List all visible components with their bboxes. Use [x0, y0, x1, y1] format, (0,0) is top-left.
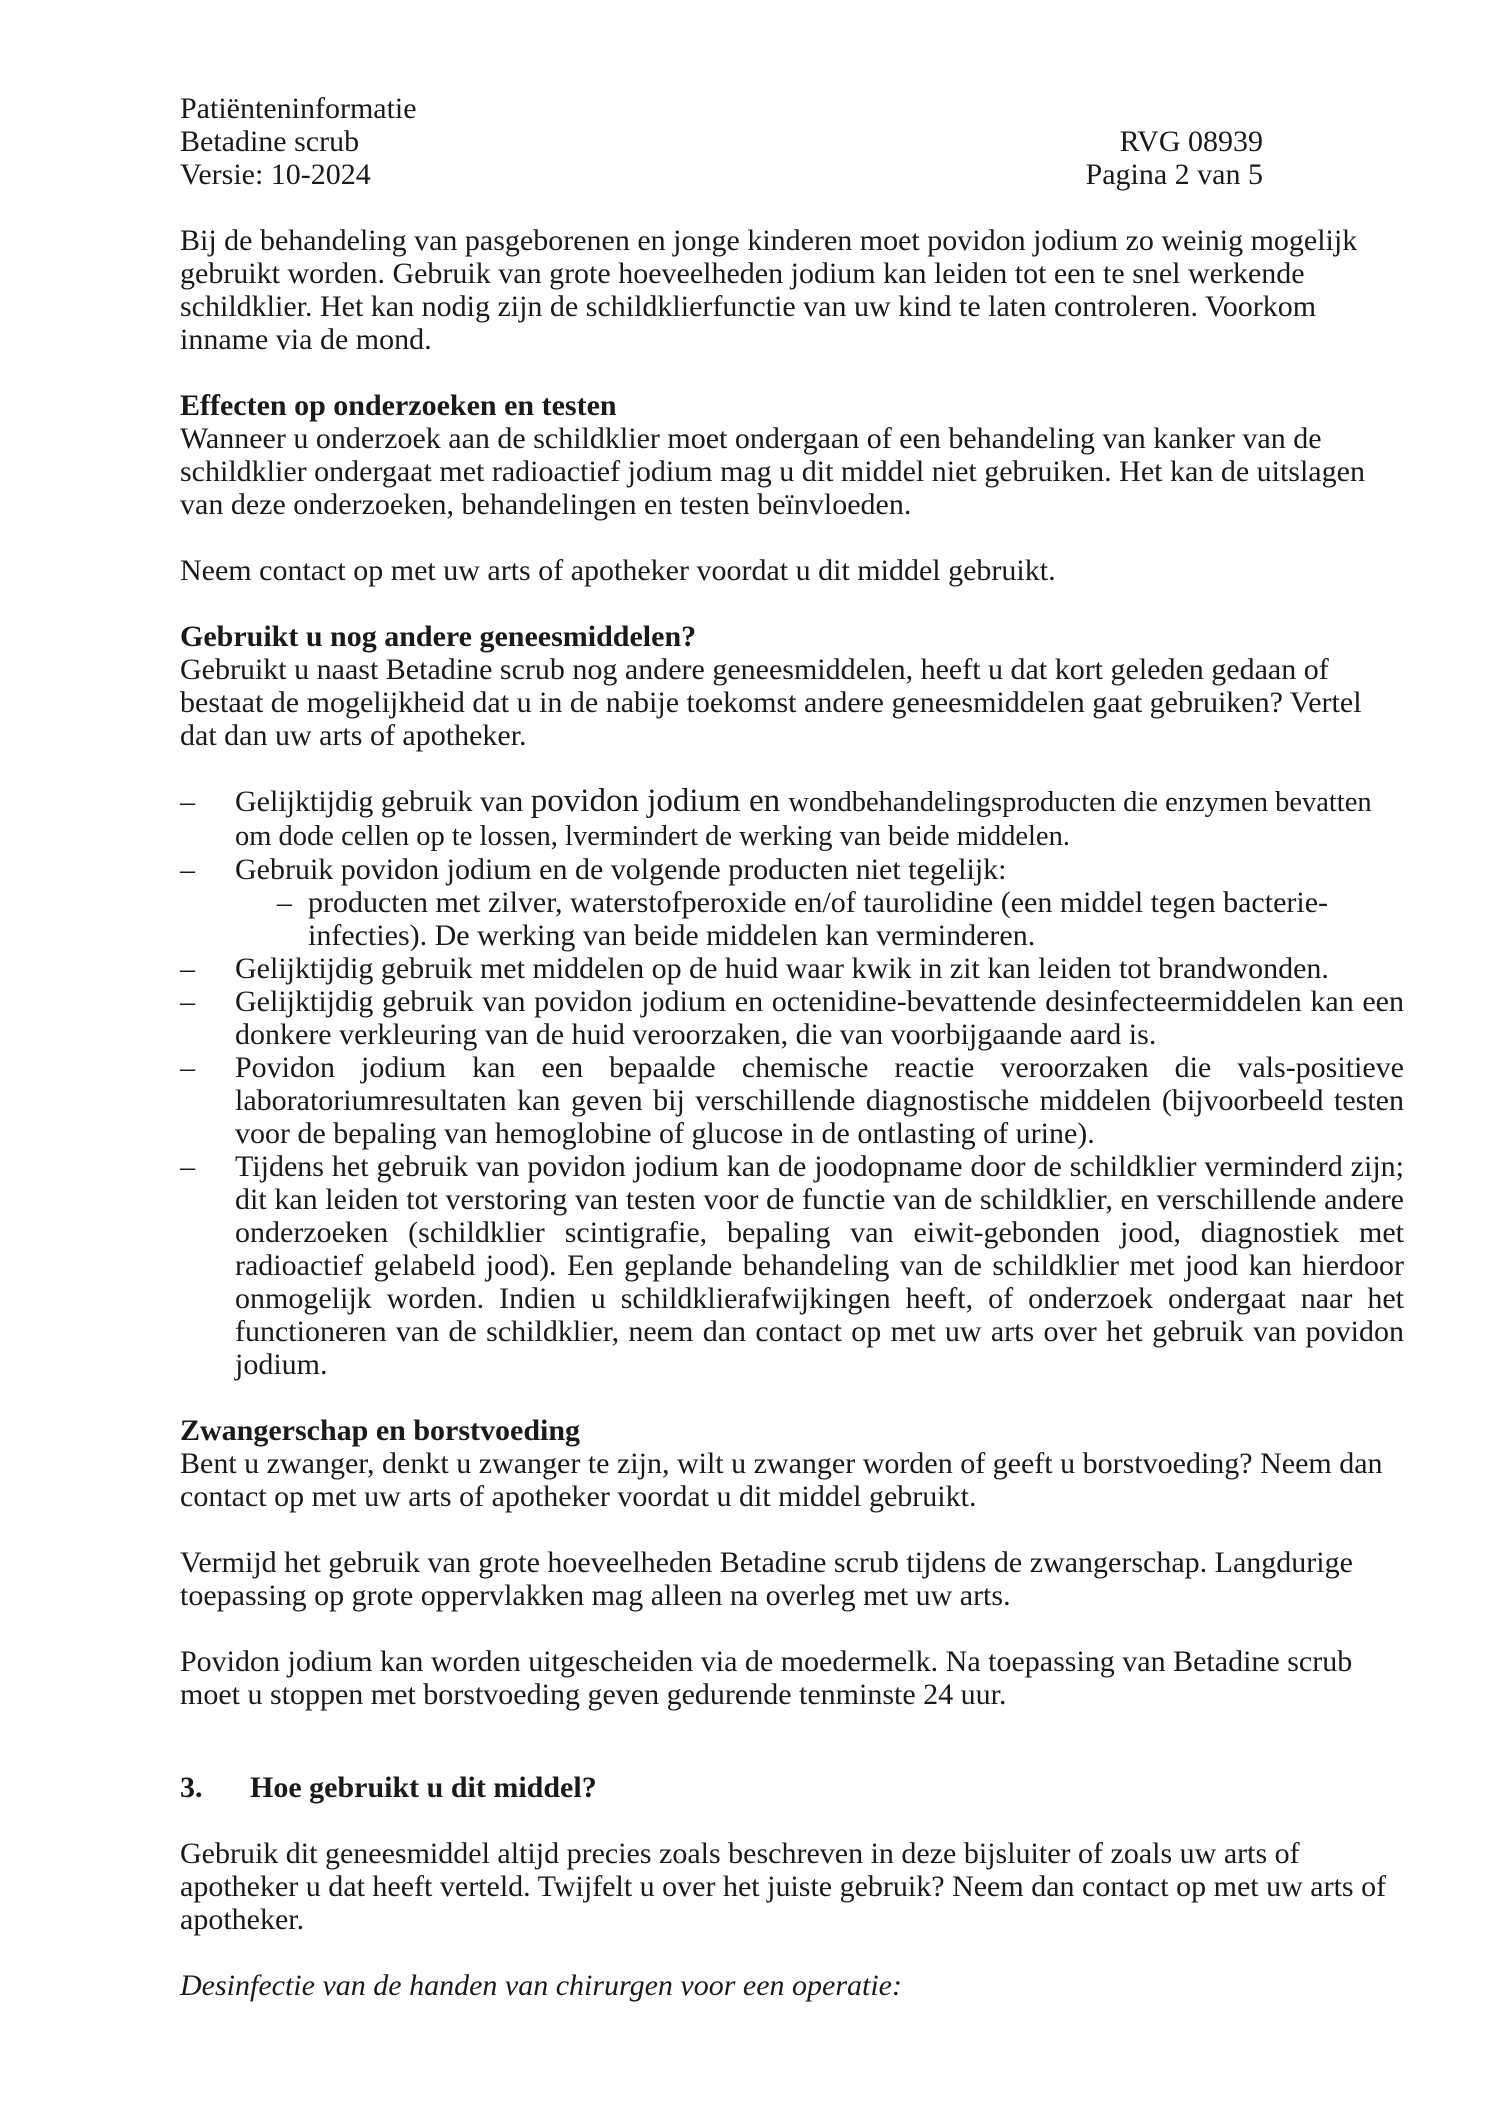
heading-pregnancy: Zwangerschap en borstvoeding: [180, 1414, 581, 1447]
effects-paragraph: Wanneer u onderzoek aan de schildklier moet ondergaan of een behandeling van kanker van de schildklier ondergaat met radioactief jodium mag u dit middel niet gebruiken. Het kan de uitslagen van deze onderzoeken, behandelingen en testen beïnvloeden.: [180, 422, 1365, 521]
list-item: [180, 785, 1404, 853]
bullet-text: Povidon jodium kan een bepaalde chemische reactie veroorzaken die vals-positieve laboratoriumresultaten kan geven bij verschillende diagnostische middelen (bijvoorbeeld testen voor de bepaling van hemoglobine of glucose in de ontlasting of urine).: [235, 1051, 1404, 1150]
other-medicines-paragraph: Gebruikt u naast Betadine scrub nog andere geneesmiddelen, heeft u dat kort geleden gedaan of bestaat de mogelijkheid dat u in de nabije toekomst andere geneesmiddelen gaat gebruiken? Vertel dat dan uw arts of apotheker.: [180, 653, 1362, 752]
bullet-text-run: wondbehandelingsproducten die enzymen bevatten om dode cellen op te lossen, lvermindert de werking van beide middelen.: [235, 787, 1372, 852]
list-item: [180, 1150, 1404, 1381]
bullet-text-run: povidon jodium en: [530, 783, 789, 819]
rvg-number: RVG 08939: [1119, 125, 1263, 158]
bullet-text-run: Gelijktijdig gebruik van: [235, 785, 531, 818]
bullet-text: [235, 785, 1404, 853]
sub-bullet-text: producten met zilver, waterstofperoxide en/of taurolidine (een middel tegen bacterie-infecties). De werking van beide middelen kan verminderen.: [308, 886, 1329, 952]
page-header: [180, 92, 1404, 191]
dash-bullet-marker: –: [180, 985, 195, 1018]
dash-bullet-marker: –: [180, 1051, 195, 1084]
list-item: [180, 952, 1404, 985]
pregnancy-paragraph-2: Vermijd het gebruik van grote hoeveelheden Betadine scrub tijdens de zwangerschap. Langdurige toepassing op grote oppervlakken mag alleen na overleg met uw arts.: [180, 1546, 1353, 1612]
section-3-paragraph: Gebruik dit geneesmiddel altijd precies zoals beschreven in deze bijsluiter of zoals uw arts of apotheker u dat heeft verteld. Twijfelt u over het juiste gebruik? Neem dan contact op met uw arts of apotheker.: [180, 1837, 1387, 1936]
italic-subheading: Desinfectie van de handen van chirurgen voor een operatie:: [180, 1969, 902, 2002]
section-title: Hoe gebruikt u dit middel?: [250, 1771, 597, 1804]
header-right: [1086, 125, 1404, 191]
document-page: [180, 92, 1404, 2002]
intro-paragraph: Bij de behandeling van pasgeborenen en jonge kinderen moet povidon jodium zo weinig mogelijk gebruikt worden. Gebruik van grote hoeveelheden jodium kan leiden tot een te snel werkende schildklier. Het kan nodig zijn de schildklierfunctie van uw kind te laten controleren. Voorkom inname via de mond.: [180, 224, 1358, 356]
bullet-text: Tijdens het gebruik van povidon jodium kan de joodopname door de schildklier verminderd zijn; dit kan leiden tot verstoring van testen voor de functie van de schildklier, en verschillende andere onderzoeken (schildklier scintigrafie, bepaling van eiwit-gebonden jood, diagnostiek met radioactief gelabeld jood). Een geplande behandeling van de schildklier met jood kan hierdoor onmogelijk worden. Indien u schildklierafwijkingen heeft, of onderzoek ondergaat naar het functioneren van de schildklier, neem dan contact op met uw arts over het gebruik van povidon jodium.: [235, 1150, 1404, 1381]
page-number: Pagina 2 van 5: [1085, 158, 1263, 191]
dash-bullet-marker: –: [277, 886, 292, 919]
list-item: [180, 853, 1404, 886]
dash-bullet-marker: –: [180, 853, 195, 886]
pregnancy-paragraph-1: Bent u zwanger, denkt u zwanger te zijn, wilt u zwanger worden of geeft u borstvoeding? Neem dan contact op met uw arts of apotheker voordat u dit middel gebruikt.: [180, 1447, 1383, 1513]
sub-list-item: [277, 886, 1404, 952]
bullet-text: Gelijktijdig gebruik van povidon jodium en octenidine-bevattende desinfecteermiddelen kan een donkere verkleuring van de huid veroorzaken, die van voorbijgaande aard is.: [235, 985, 1404, 1051]
version-line: Versie: 10-2024: [180, 158, 371, 191]
heading-section-3: [180, 1771, 1404, 1804]
heading-effects: Effecten op onderzoeken en testen: [180, 389, 617, 422]
interaction-bullet-list: [180, 785, 1404, 1381]
contact-note: Neem contact op met uw arts of apotheker voordat u dit middel gebruikt.: [180, 554, 1056, 587]
bullet-text: Gebruik povidon jodium en de volgende producten niet tegelijk:: [235, 853, 1007, 886]
product-name-line: Betadine scrub: [180, 125, 360, 158]
list-item: [180, 985, 1404, 1051]
dash-bullet-marker: –: [180, 785, 195, 818]
bullet-text: Gelijktijdig gebruik met middelen op de huid waar kwik in zit kan leiden tot brandwonden.: [235, 952, 1329, 985]
doc-type-line: Patiënteninformatie: [180, 92, 417, 125]
heading-other-medicines: Gebruikt u nog andere geneesmiddelen?: [180, 620, 697, 653]
list-item: [180, 1051, 1404, 1150]
section-number: 3.: [180, 1771, 203, 1804]
dash-bullet-marker: –: [180, 952, 195, 985]
pregnancy-paragraph-3: Povidon jodium kan worden uitgescheiden via de moedermelk. Na toepassing van Betadine scrub moet u stoppen met borstvoeding geven gedurende tenminste 24 uur.: [180, 1645, 1353, 1711]
dash-bullet-marker: –: [180, 1150, 195, 1183]
header-left: [180, 92, 417, 191]
